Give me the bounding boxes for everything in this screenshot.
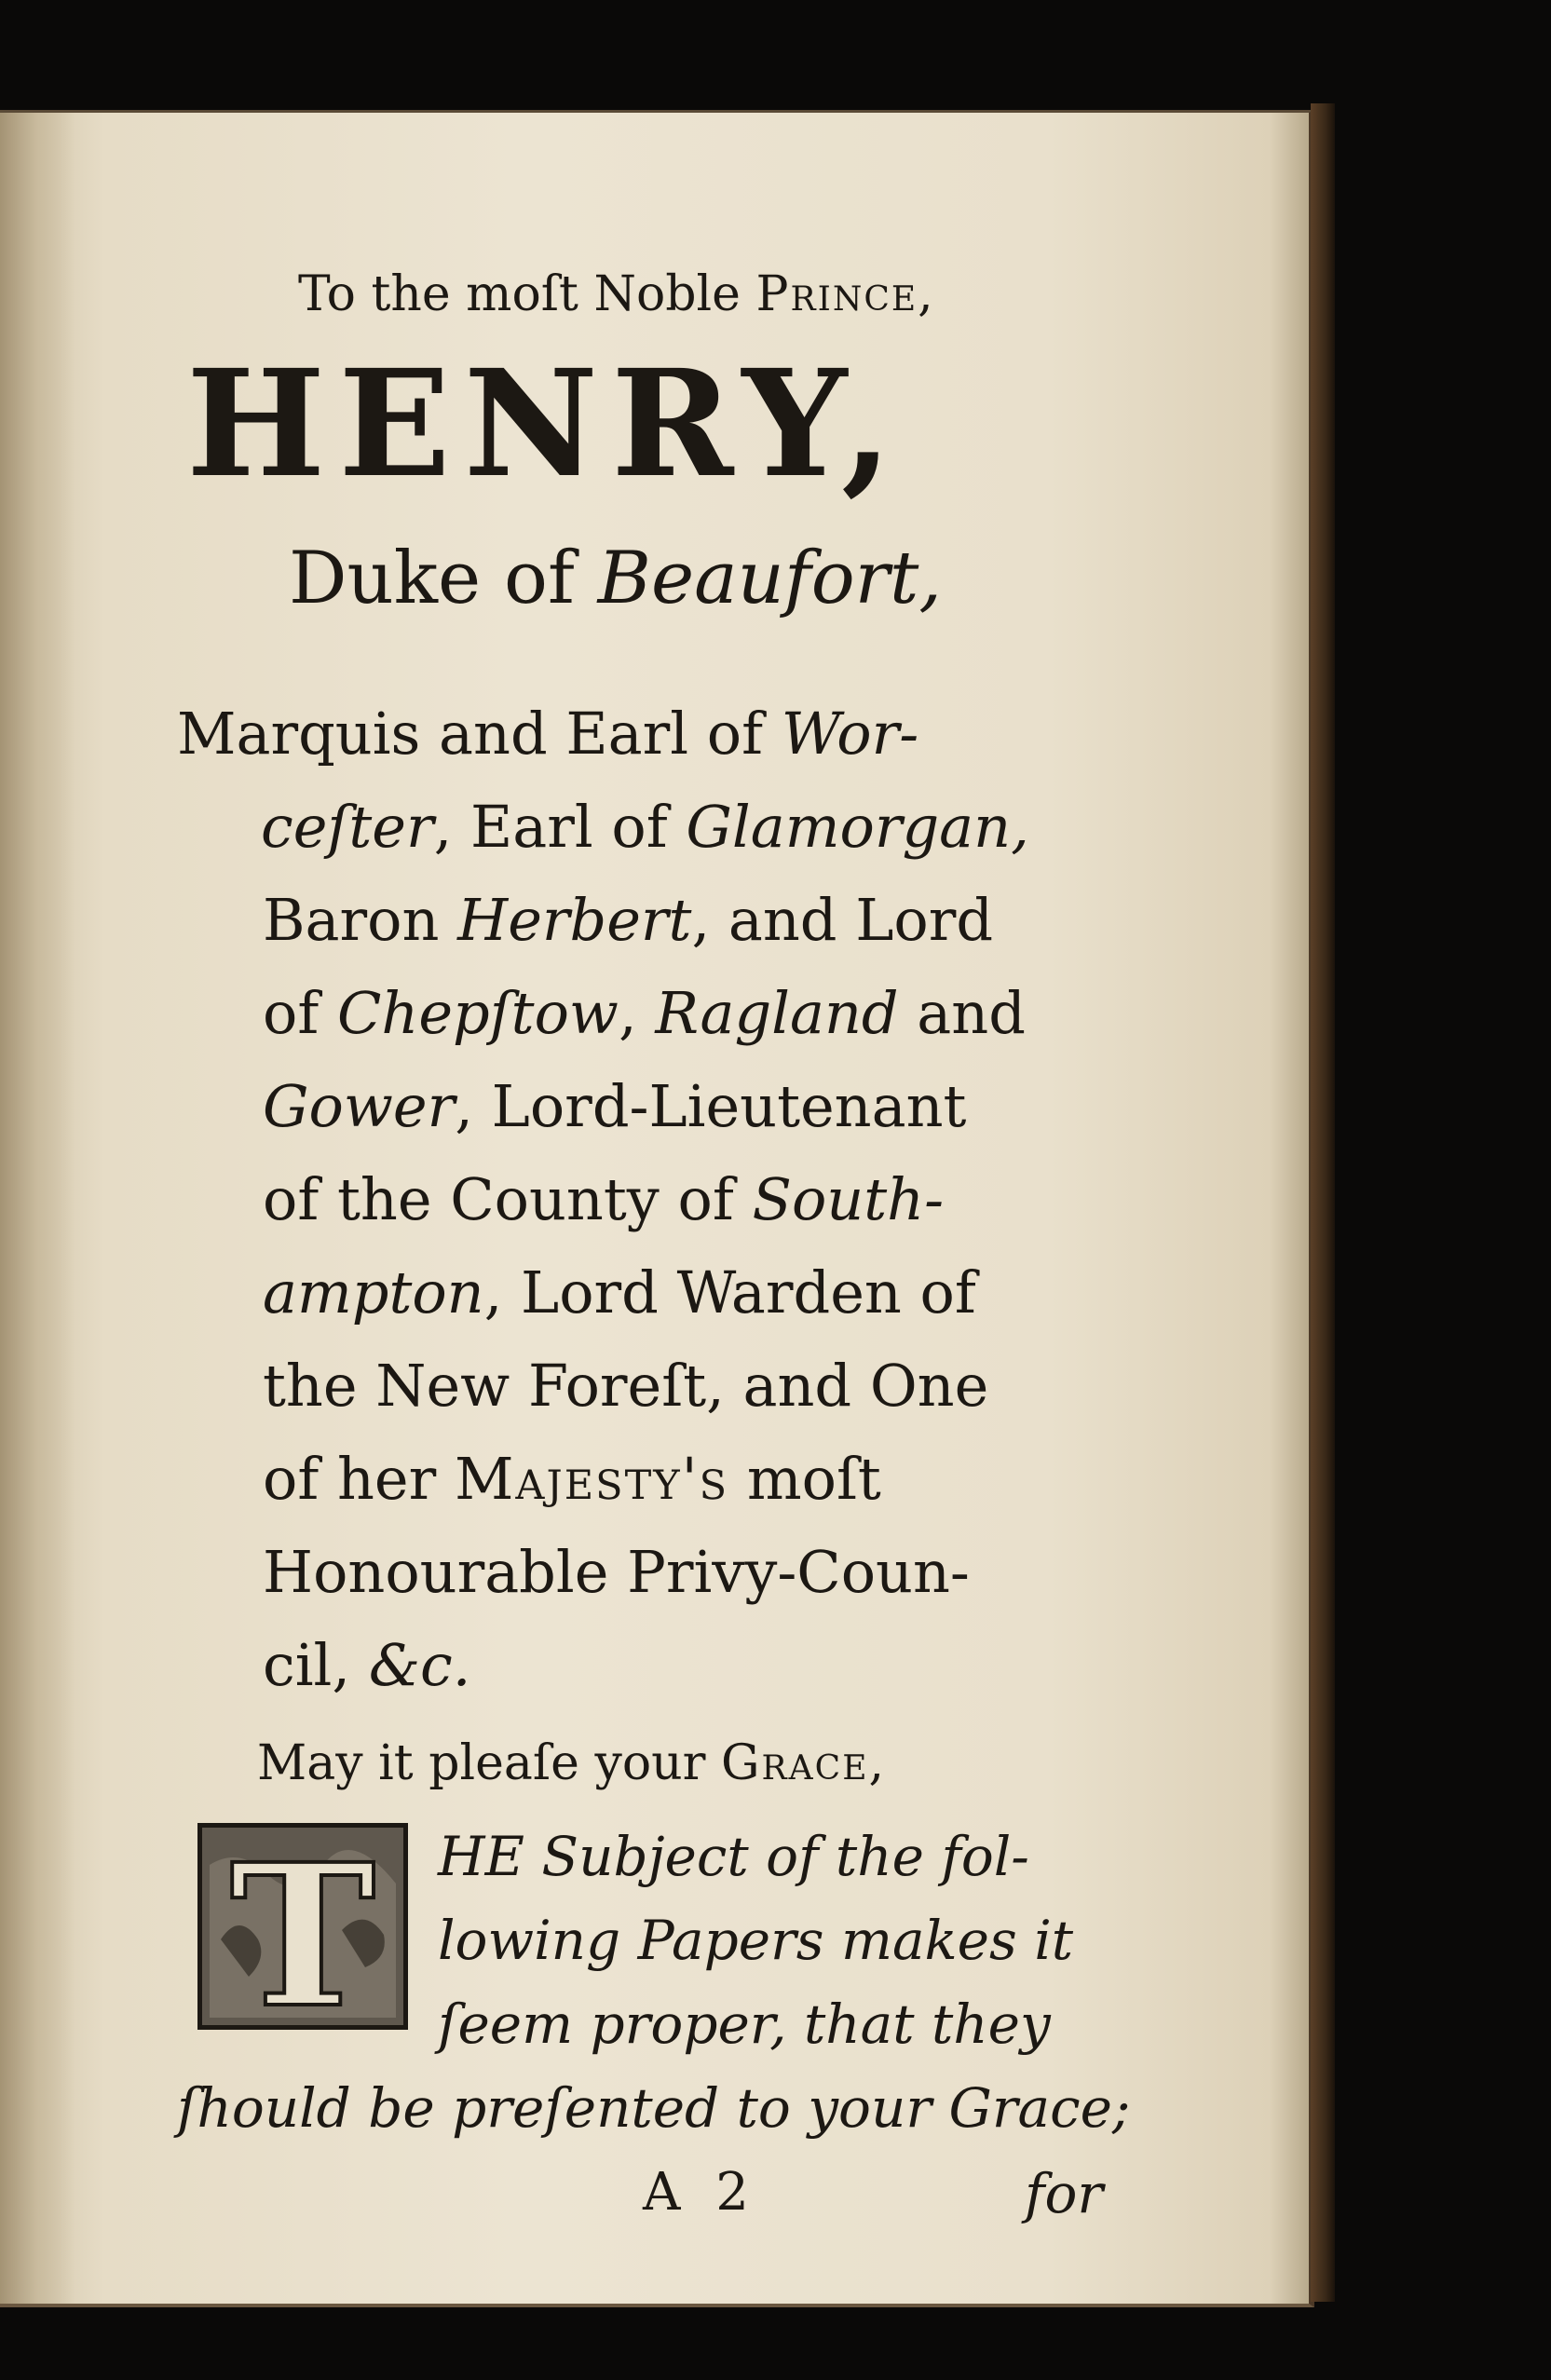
titles-line-3: Baron Herbert, and Lord	[263, 886, 994, 954]
titles-line-10: Honourable Privy-Coun-	[263, 1538, 970, 1606]
catchword: for	[1025, 2162, 1104, 2225]
titles-line-2: ceſter, Earl of Glamorgan,	[261, 793, 1029, 861]
titles-line-6: of the County of South-	[263, 1165, 945, 1233]
titles-line-8: the New Foreſt, and One	[263, 1352, 989, 1420]
salutation: May it pleaſe your Grace,	[257, 1735, 887, 1791]
book-cover-edge	[1311, 103, 1335, 2302]
body-line-1: HE Subject of the fol-	[438, 1825, 1029, 1888]
spine-shadow	[0, 113, 75, 2304]
body-line-3: ſeem proper, that they	[438, 1992, 1051, 2056]
titles-line-5: Gower, Lord-Lieutenant	[263, 1072, 967, 1140]
titles-line-4: of Chepſtow, Ragland and	[263, 979, 1026, 1047]
dropcap-letter: T	[229, 1828, 376, 2025]
dedication-to-line: To the moſt Noble Prince,	[298, 266, 935, 322]
titles-line-9: of her Majesty's moſt	[263, 1445, 881, 1513]
signature-mark: A 2	[643, 2162, 758, 2223]
dropcap-ornament-icon	[202, 1828, 403, 2025]
titles-line-7: ampton, Lord Warden of	[263, 1258, 976, 1326]
book-page	[0, 110, 1314, 2307]
duke-line: Duke of Beaufort,	[289, 537, 943, 620]
dedicatee-name: HENRY,	[186, 338, 906, 510]
titles-line-1: Marquis and Earl of Wor-	[177, 700, 919, 768]
titles-line-11: cil, &c.	[263, 1631, 471, 1699]
ornamental-dropcap	[197, 1823, 408, 2030]
body-line-2: lowing Papers makes it	[438, 1909, 1074, 1972]
body-line-4: ſhould be preſented to your Grace;	[177, 2076, 1131, 2140]
